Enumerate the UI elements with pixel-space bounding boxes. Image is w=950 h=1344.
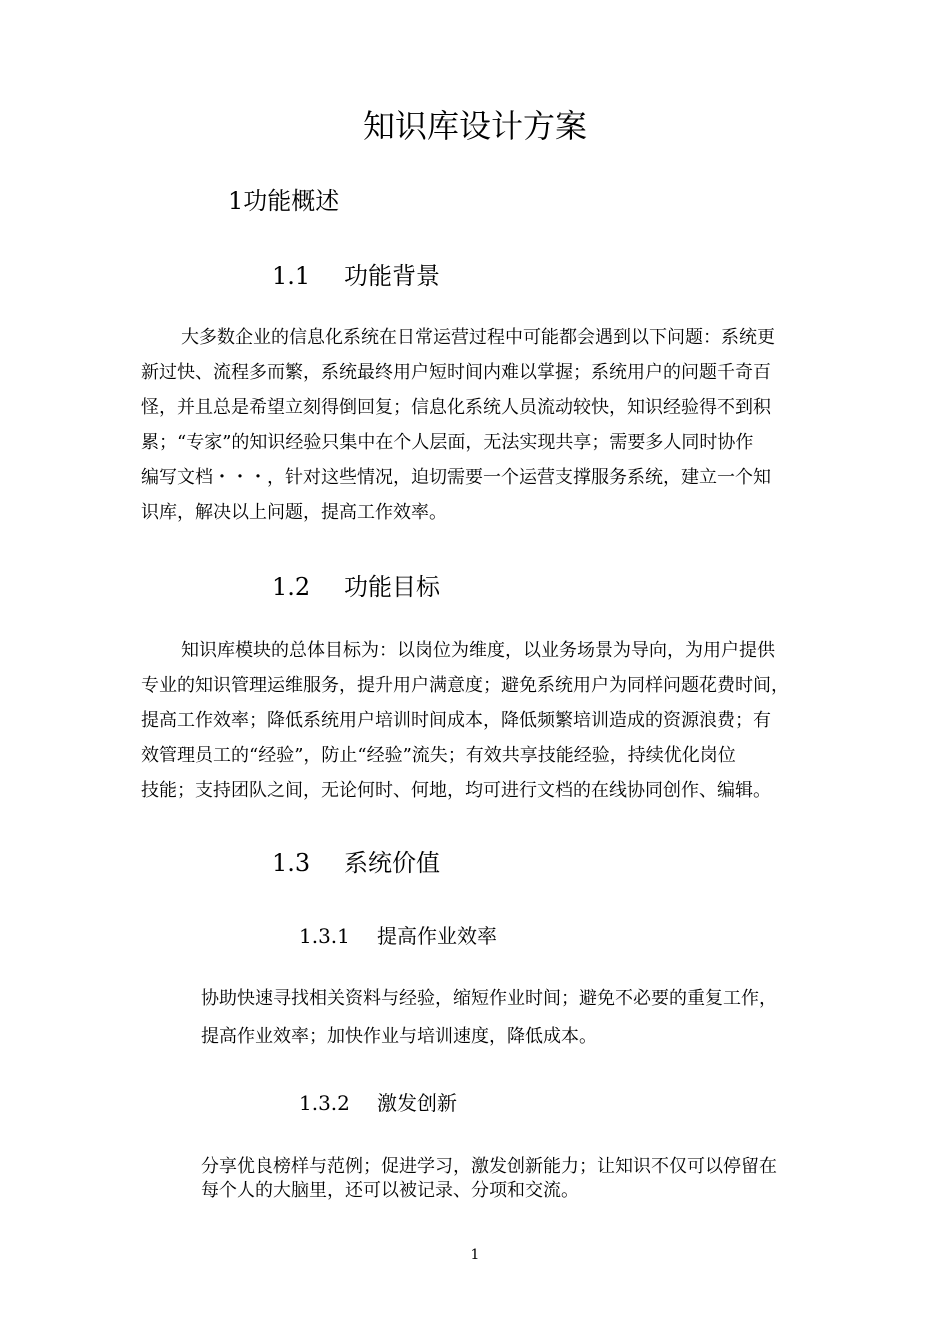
paragraph-line: 提高作业效率；加快作业与培训速度，降低成本。	[201, 1026, 597, 1047]
section-1-3-1-paragraph	[201, 980, 821, 1056]
paragraph-line: 编写文档・・・，针对这些情况，迫切需要一个运营支撑服务系统，建立一个知	[141, 467, 771, 488]
paragraph-line: 新过快、流程多而繁，系统最终用户短时间内难以掌握；系统用户的问题千奇百	[141, 362, 771, 383]
section-title: 系统价值	[344, 849, 440, 877]
section-title: 功能目标	[344, 573, 440, 601]
section-number: 1.3.1	[299, 924, 350, 948]
document-title: 知识库设计方案	[362, 107, 587, 145]
paragraph-line: 技能；支持团队之间，无论何时、何地，均可进行文档的在线协同创作、编辑。	[141, 780, 771, 801]
paragraph-line: 累；“专家”的知识经验只集中在个人层面，无法实现共享；需要多人同时协作	[141, 432, 754, 453]
page-number: 1	[470, 1247, 480, 1263]
section-title: 激发创新	[377, 1091, 457, 1115]
section-1-3-2-heading	[299, 1088, 457, 1118]
paragraph-line: 怪，并且总是希望立刻得倒回复；信息化系统人员流动较快，知识经验得不到积	[141, 397, 771, 418]
section-1-3-heading	[272, 845, 440, 881]
paragraph-line: 协助快速寻找相关资料与经验，缩短作业时间；避免不必要的重复工作，	[201, 988, 777, 1009]
paragraph-line: 专业的知识管理运维服务，提升用户满意度；避免系统用户为同样问题花费时间，	[141, 675, 789, 696]
section-1-2-paragraph	[141, 633, 821, 808]
section-title: 提高作业效率	[377, 924, 497, 948]
paragraph-line: 知识库模块的总体目标为：以岗位为维度，以业务场景为导向，为用户提供	[181, 640, 775, 661]
section-number: 1.3	[272, 849, 311, 877]
paragraph-line: 提高工作效率；降低系统用户培训时间成本，降低频繁培训造成的资源浪费；有	[141, 710, 771, 731]
section-number: 1.2	[272, 573, 311, 601]
paragraph-line: 分享优良榜样与范例；促进学习，激发创新能力；让知识不仅可以停留在	[201, 1156, 777, 1177]
section-1-2-heading	[272, 569, 440, 605]
section-1-1-heading	[272, 258, 440, 294]
section-1-3-2-paragraph	[201, 1155, 821, 1203]
paragraph-line: 效管理员工的“经验”，防止“经验”流失；有效共享技能经验，持续优化岗位	[141, 745, 736, 766]
section-title: 功能背景	[344, 262, 440, 290]
section-number: 1.3.2	[299, 1091, 350, 1115]
section-number: 1.1	[272, 262, 311, 290]
paragraph-line: 每个人的大脑里，还可以被记录、分项和交流。	[201, 1180, 579, 1201]
paragraph-line: 大多数企业的信息化系统在日常运营过程中可能都会遇到以下问题：系统更	[181, 327, 775, 348]
section-1-heading: 1功能概述	[228, 187, 340, 215]
paragraph-line: 识库，解决以上问题，提高工作效率。	[141, 502, 447, 523]
section-1-1-paragraph	[141, 320, 821, 530]
section-1-3-1-heading	[299, 921, 497, 951]
